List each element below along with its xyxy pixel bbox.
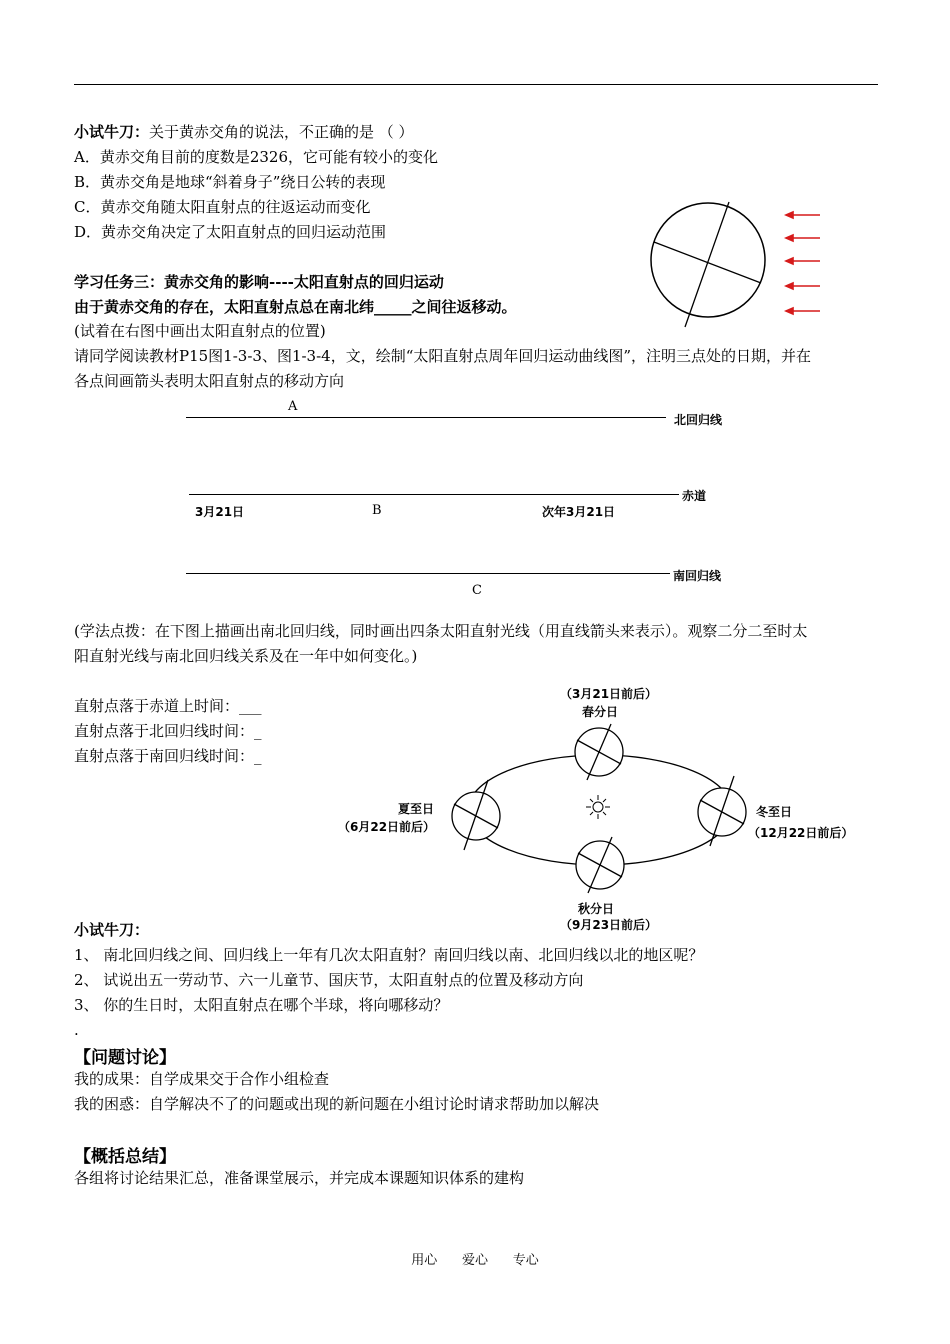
summary-heading: 【概括总结】 — [74, 1147, 176, 1167]
task3-line2: (试着在右图中画出太阳直射点的位置) — [74, 322, 326, 340]
earth-autumn — [576, 837, 624, 893]
tips-line2: 阳直射光线与南北回归线关系及在一年中如何变化。) — [74, 647, 418, 665]
tips-line1: (学法点拨：在下图上描画出南北回归线，同时画出四条太阳直射光线（用直线箭头来表示）。观察二分二至时太 — [74, 622, 808, 640]
earth-spring — [575, 724, 623, 780]
tropic-of-capricorn-line — [186, 573, 670, 574]
blank-north: 直射点落于北回归线时间：_ — [74, 722, 262, 740]
header-rule — [74, 84, 878, 85]
earth-winter — [698, 776, 746, 846]
quiz1-option-a: A．黄赤交角目前的度数是2326，它可能有较小的变化 — [74, 148, 439, 166]
winter-date: （12月22日前后） — [748, 826, 854, 840]
quiz1-option-d: D．黄赤交角决定了太阳直射点的回归运动范围 — [74, 223, 387, 241]
tropic-south-label: 南回归线 — [673, 569, 722, 583]
earth-sunlight-diagram — [640, 195, 840, 335]
orbit-diagram — [440, 730, 760, 890]
discussion-heading: 【问题讨论】 — [74, 1048, 176, 1068]
quiz2-dot: . — [74, 1021, 79, 1039]
tropic-of-cancer-line — [186, 417, 666, 418]
earth-equator — [654, 242, 761, 283]
task3-line1: 由于黄赤交角的存在，太阳直射点总在南北纬_____之间往返移动。 — [74, 298, 517, 316]
point-a-label: A — [288, 399, 298, 414]
summary-text: 各组将讨论结果汇总，准备课堂展示，并完成本课题知识体系的建构 — [74, 1169, 525, 1187]
spring-date: （3月21日前后） — [560, 687, 658, 701]
task3-title: 学习任务三：黄赤交角的影响----太阳直射点的回归运动 — [74, 273, 444, 291]
quiz1-question: 关于黄赤交角的说法，不正确的是 （ ） — [149, 123, 414, 141]
quiz1-option-c: C．黄赤交角随太阳直射点的往返运动而变化 — [74, 198, 371, 216]
quiz1-title: 小试牛刀： — [74, 123, 150, 141]
date-start-label: 3月21日 — [195, 505, 245, 519]
sun-icon — [586, 795, 610, 819]
page-footer: 用心 爱心 专心 — [411, 1253, 539, 1268]
discussion-confusion: 我的困惑：自学解决不了的问题或出现的新问题在小组讨论时请求帮助加以解决 — [74, 1095, 600, 1113]
blank-equator: 直射点落于赤道上时间：___ — [74, 697, 262, 715]
quiz2-item-2: 2、 试说出五一劳动节、六一儿童节、国庆节，太阳直射点的位置及移动方向 — [74, 971, 584, 989]
task3-instruction-2: 各点间画箭头表明太阳直射点的移动方向 — [74, 372, 345, 390]
date-end-label: 次年3月21日 — [542, 505, 616, 519]
task3-instruction-1: 请同学阅读教材P15图1-3-3、图1-3-4，文，绘制“太阳直射点周年回归运动曲线图”，注明三点处的日期，并在 — [74, 347, 812, 365]
spring-label: 春分日 — [582, 705, 619, 719]
tropic-north-label: 北回归线 — [674, 413, 723, 427]
equator-line — [189, 494, 679, 495]
discussion-result: 我的成果：自学成果交于合作小组检查 — [74, 1070, 330, 1088]
autumn-date: （9月23日前后） — [560, 918, 658, 932]
point-c-label: C — [472, 583, 482, 598]
summer-date: （6月22日前后） — [338, 820, 436, 834]
summer-label: 夏至日 — [398, 802, 435, 816]
quiz2-item-3: 3、 你的生日时，太阳直射点在哪个半球，将向哪移动？ — [74, 996, 449, 1014]
quiz1-option-b: B．黄赤交角是地球“斜着身子”绕日公转的表现 — [74, 173, 386, 191]
earth-axis — [685, 202, 729, 327]
quiz1-line — [74, 122, 414, 142]
quiz2-title: 小试牛刀： — [74, 921, 150, 939]
autumn-label: 秋分日 — [578, 902, 615, 916]
winter-label: 冬至日 — [756, 805, 793, 819]
point-b-label: B — [372, 503, 382, 518]
quiz2-item-1: 1、 南北回归线之间、回归线上一年有几次太阳直射？南回归线以南、北回归线以北的地区呢？ — [74, 946, 704, 964]
equator-label: 赤道 — [682, 489, 707, 503]
blank-south: 直射点落于南回归线时间：_ — [74, 747, 262, 765]
sun-rays — [786, 212, 820, 314]
